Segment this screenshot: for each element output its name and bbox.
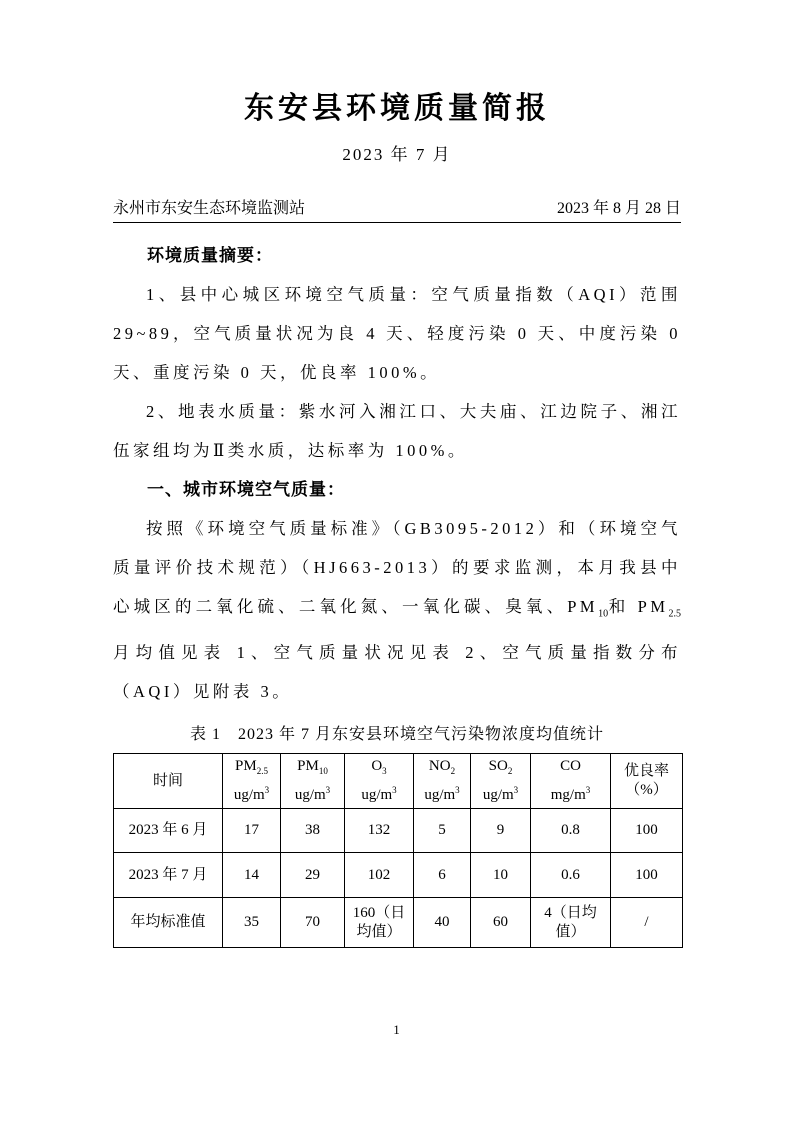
table-cell: 132 <box>345 809 414 853</box>
table-cell: 29 <box>281 853 345 898</box>
doc-period: 2023 年 7 月 <box>342 145 452 164</box>
table-cell: 40 <box>414 898 471 948</box>
table-row <box>114 809 683 853</box>
table-header-o3: $O_3$ $ug/m^3$ <box>345 754 414 809</box>
byline <box>113 199 681 223</box>
table-cell: 14 <box>223 853 281 898</box>
table-cell: 0.8 <box>531 809 611 853</box>
table-cell: 35 <box>223 898 281 948</box>
table-header-rate: 优良率 （%） <box>611 754 683 809</box>
table-cell: 4（日均值） <box>531 898 611 948</box>
table-cell: 102 <box>345 853 414 898</box>
table-header-time: 时间 <box>114 754 223 809</box>
table-cell: / <box>611 898 683 948</box>
issue-date: 2023 年 8 月 28 日 <box>556 200 681 217</box>
table-row <box>114 898 683 948</box>
table-cell: 5 <box>414 809 471 853</box>
summary-item-air: 1、县中心城区环境空气质量：空气质量指数（AQI）范围 29~89，空气质量状况为良 4 天、轻度污染 0 天、中度污染 0 天、重度污染 0 天，优良率 100%。 <box>113 285 681 382</box>
section-air-heading: 一、城市环境空气质量： <box>147 480 345 499</box>
agency-name: 永州市东安生态环境监测站 <box>113 200 306 217</box>
table-header-co: CO $mg/m^3$ <box>531 754 611 809</box>
table-cell: 70 <box>281 898 345 948</box>
document-body <box>113 236 681 948</box>
table1-caption: 表 1 2023 年 7 月东安县环境空气污染物浓度均值统计 <box>189 726 604 744</box>
paragraph-text: 按照《环境空气质量标准》（GB3095-2012）和（环境空气质量评价技术规范）（HJ663-2013）的要求监测，本月我县中心城区的二氧化硫、二氧化氮、一氧化碳、臭氧、PM <box>113 519 681 616</box>
table-cell: 年均标准值 <box>114 898 223 948</box>
table-cell: 38 <box>281 809 345 853</box>
table-header-pm10: $PM_{10}$ $ug/m^3$ <box>281 754 345 809</box>
table-header-no2: $NO_2$ $ug/m^3$ <box>414 754 471 809</box>
table-cell: 0.6 <box>531 853 611 898</box>
table-row <box>114 853 683 898</box>
table-cell: 2023 年 7 月 <box>114 853 223 898</box>
table-header-row <box>114 754 683 809</box>
table-cell: 10 <box>471 853 531 898</box>
summary-item-water: 2、地表水质量：紫水河入湘江口、大夫庙、江边院子、湘江伍家组均为Ⅱ类水质，达标率为 100%。 <box>113 402 681 460</box>
table-header-so2: $SO_2$ $ug/m^3$ <box>471 754 531 809</box>
table-cell: 6 <box>414 853 471 898</box>
pm10-subscript: 10 <box>598 608 609 620</box>
page-number: 1 <box>393 1022 400 1037</box>
table-cell: 2023 年 6 月 <box>114 809 223 853</box>
table-header-pm25: $PM_{2.5}$ $ug/m^3$ <box>223 754 281 809</box>
paragraph-text: 和 PM <box>608 597 669 616</box>
paragraph-text: 月均值见表 1、空气质量状况见表 2、空气质量指数分布（AQI）见附表 3。 <box>113 643 681 702</box>
table-cell: 100 <box>611 853 683 898</box>
summary-heading: 环境质量摘要： <box>147 246 273 265</box>
paragraph-air-method <box>113 509 681 711</box>
table-cell: 9 <box>471 809 531 853</box>
table-cell: 17 <box>223 809 281 853</box>
table-cell: 60 <box>471 898 531 948</box>
table1-pollutant-averages <box>113 753 683 948</box>
table-cell: 100 <box>611 809 683 853</box>
doc-title: 东安县环境质量简报 <box>244 92 550 125</box>
pm25-subscript: 2.5 <box>668 608 681 620</box>
table-cell: 160（日均值） <box>345 898 414 948</box>
